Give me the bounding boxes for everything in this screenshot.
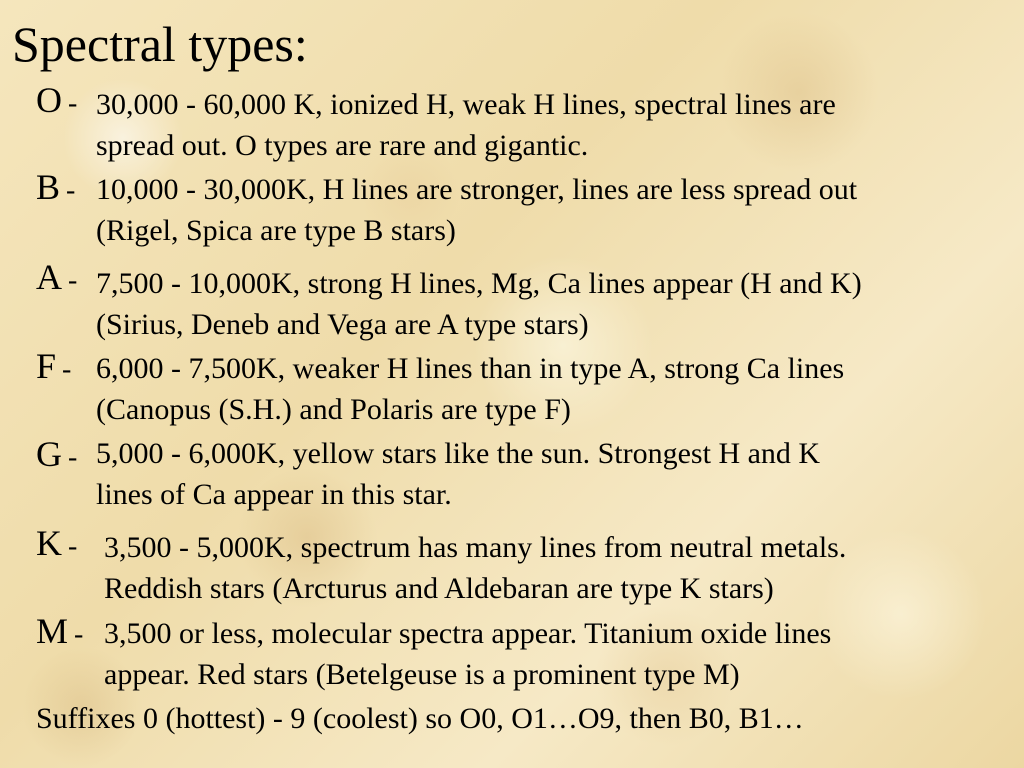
type-b-letter [36,167,75,211]
type-dash: - [68,442,78,473]
type-a-letter [36,257,77,301]
type-letter: K [36,523,62,563]
type-letter: B [36,167,61,207]
type-letter: A [36,257,62,297]
type-g-letter [36,434,77,478]
type-o-line-1: 30,000 - 60,000 K, ionized H, weak H lines, spectral lines are [96,88,836,121]
slide-title: Spectral types: [12,16,308,72]
type-f-line-2: (Canopus (S.H.) and Polaris are type F) [96,393,571,426]
type-f-letter [36,346,71,390]
type-dash: - [74,619,84,650]
type-a-line-1: 7,500 - 10,000K, strong H lines, Mg, Ca lines appear (H and K) [96,267,862,300]
type-a-line-2: (Sirius, Deneb and Vega are A type stars) [96,308,589,341]
type-k-line-1: 3,500 - 5,000K, spectrum has many lines from neutral metals. [104,531,847,564]
type-dash: - [68,531,78,562]
type-letter: F [36,346,57,386]
type-m-letter [36,611,83,655]
type-b-line-2: (Rigel, Spica are type B stars) [96,214,456,247]
type-dash: - [62,354,72,385]
type-letter: G [36,434,62,474]
type-dash: - [66,175,76,206]
type-dash: - [68,88,78,119]
type-dash: - [68,265,78,296]
type-g-line-1: 5,000 - 6,000K, yellow stars like the sun. Strongest H and K [96,437,821,470]
type-k-line-2: Reddish stars (Arcturus and Aldebaran are type K stars) [104,572,774,605]
type-b-line-1: 10,000 - 30,000K, H lines are stronger, lines are less spread out [96,173,858,206]
type-f-line-1: 6,000 - 7,500K, weaker H lines than in type A, strong Ca lines [96,352,845,385]
type-letter: M [36,611,69,651]
type-g-line-2: lines of Ca appear in this star. [96,478,452,511]
type-m-line-2: appear. Red stars (Betelgeuse is a prominent type M) [104,658,740,691]
type-o-line-2: spread out. O types are rare and gigantic. [96,129,589,162]
suffix-note: Suffixes 0 (hottest) - 9 (coolest) so O0, O1…O9, then B0, B1… [36,702,804,735]
type-m-line-1: 3,500 or less, molecular spectra appear. Titanium oxide lines [104,617,832,650]
type-k-letter [36,523,77,567]
type-o-letter [36,80,77,124]
type-letter: O [36,80,62,120]
